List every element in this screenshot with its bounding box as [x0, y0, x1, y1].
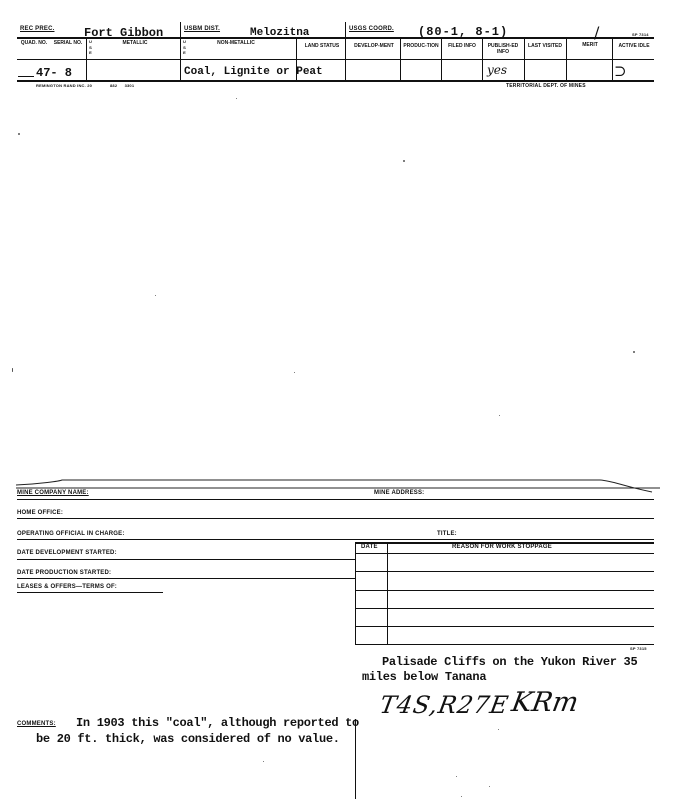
active-idle-label: ACTIVE IDLE: [618, 43, 650, 49]
col-sep-active: [612, 37, 613, 80]
development-label: DEVELOP-MENT: [354, 43, 394, 49]
col-sep-merit: [566, 37, 567, 80]
stoppage-left-edge: [355, 542, 356, 645]
merit-label: MERIT: [582, 42, 598, 48]
land-status-label: LAND STATUS: [304, 43, 340, 49]
active-idle-mark: ⊃: [614, 62, 627, 80]
printer-line: REMINGTON RAND INC. 20: [36, 83, 93, 88]
comments-line-2: be 20 ft. thick, was considered of no value.: [36, 732, 340, 746]
published-info-label: PUBLISH-ED INFO: [487, 43, 519, 55]
home-office-label: HOME OFFICE:: [17, 510, 64, 516]
title-label: TITLE:: [437, 531, 457, 537]
printer-codes: 882 3301: [110, 83, 135, 88]
header-rule-bottom: [17, 80, 654, 82]
non-metallic-value: Coal, Lignite or Peat: [184, 66, 323, 78]
usgs-coord-value: (80-1, 8-1): [418, 25, 509, 39]
mine-address-label: MINE ADDRESS:: [374, 490, 425, 496]
reason-header: REASON FOR WORK STOPPAGE: [452, 544, 552, 550]
col-sep-publish: [482, 37, 483, 80]
date-development-label: DATE DEVELOPMENT STARTED:: [17, 550, 117, 556]
location-line-1: Palisade Cliffs on the Yukon River 35: [382, 655, 638, 669]
usbm-dist-label: USBM DIST.: [184, 26, 221, 32]
rec-prec-label: REC PREC.: [20, 26, 55, 32]
col-sep-visited: [524, 37, 525, 80]
location-line-2: miles below Tanana: [362, 670, 487, 684]
comments-label: COMMENTS:: [17, 721, 56, 727]
header-rule-mid: [17, 59, 654, 60]
leases-label: LEASES & OFFERS—TERMS OF:: [17, 584, 118, 590]
last-visited-label: LAST VISITED: [528, 43, 562, 49]
dash-mark: [18, 76, 34, 77]
col-sep-serial: [86, 37, 87, 80]
col-sep-metallic: [180, 22, 181, 80]
territorial-line: TERRITORIAL DEPT. OF MINES: [506, 83, 586, 89]
mine-company-name-label: MINE COMPANY NAME:: [17, 490, 89, 496]
use-label-nonmetallic: U S E: [183, 39, 186, 56]
lower-divider: [355, 719, 356, 799]
usgs-coord-label: USGS COORD.: [349, 26, 394, 32]
stoppage-row-3: [355, 608, 654, 609]
quad-no-label: QUAD. NO.: [20, 40, 48, 46]
production-label: PRODUC-TION: [403, 43, 439, 49]
published-info-value: yes: [487, 63, 508, 77]
rule-company: [17, 499, 654, 500]
rule-development: [17, 559, 355, 560]
non-metallic-label: NON-METALLIC: [217, 40, 255, 46]
rec-prec-value: Fort Gibbon: [84, 26, 164, 40]
merit-mark: /: [594, 23, 600, 42]
serial-no-label: SERIAL NO.: [53, 40, 83, 46]
usbm-dist-value: Melozitna: [250, 27, 310, 39]
filed-info-label: FILED INFO: [448, 43, 476, 49]
stoppage-header-rule: [355, 553, 654, 554]
rule-production: [17, 578, 355, 579]
card-edge: [0, 474, 678, 498]
operating-official-label: OPERATING OFFICIAL IN CHARGE:: [17, 531, 125, 537]
form-number-bottom: SP 7315: [630, 646, 647, 651]
form-number-top: SP 7314: [632, 32, 649, 37]
use-label-metallic: U S E: [89, 39, 92, 56]
stoppage-date-sep: [387, 542, 388, 645]
stoppage-row-1: [355, 571, 654, 572]
quad-serial-value: 47- 8: [36, 66, 73, 80]
stoppage-row-2: [355, 590, 654, 591]
metallic-label: METALLIC: [122, 40, 148, 46]
comments-line-1: In 1903 this "coal", although reported to: [76, 716, 359, 730]
stoppage-row-4: [355, 626, 654, 627]
handwritten-initials: KRm: [509, 687, 581, 718]
stoppage-row-5: [355, 644, 654, 645]
col-sep-produc: [400, 37, 401, 80]
rule-home-office: [17, 518, 654, 519]
col-sep-filed: [441, 37, 442, 80]
col-sep-develop: [345, 22, 346, 80]
date-production-label: DATE PRODUCTION STARTED:: [17, 570, 112, 576]
rule-official: [17, 539, 654, 540]
date-header: DATE: [361, 544, 378, 550]
handwritten-township: T4S,R27E: [377, 691, 512, 719]
rule-leases: [17, 592, 163, 593]
